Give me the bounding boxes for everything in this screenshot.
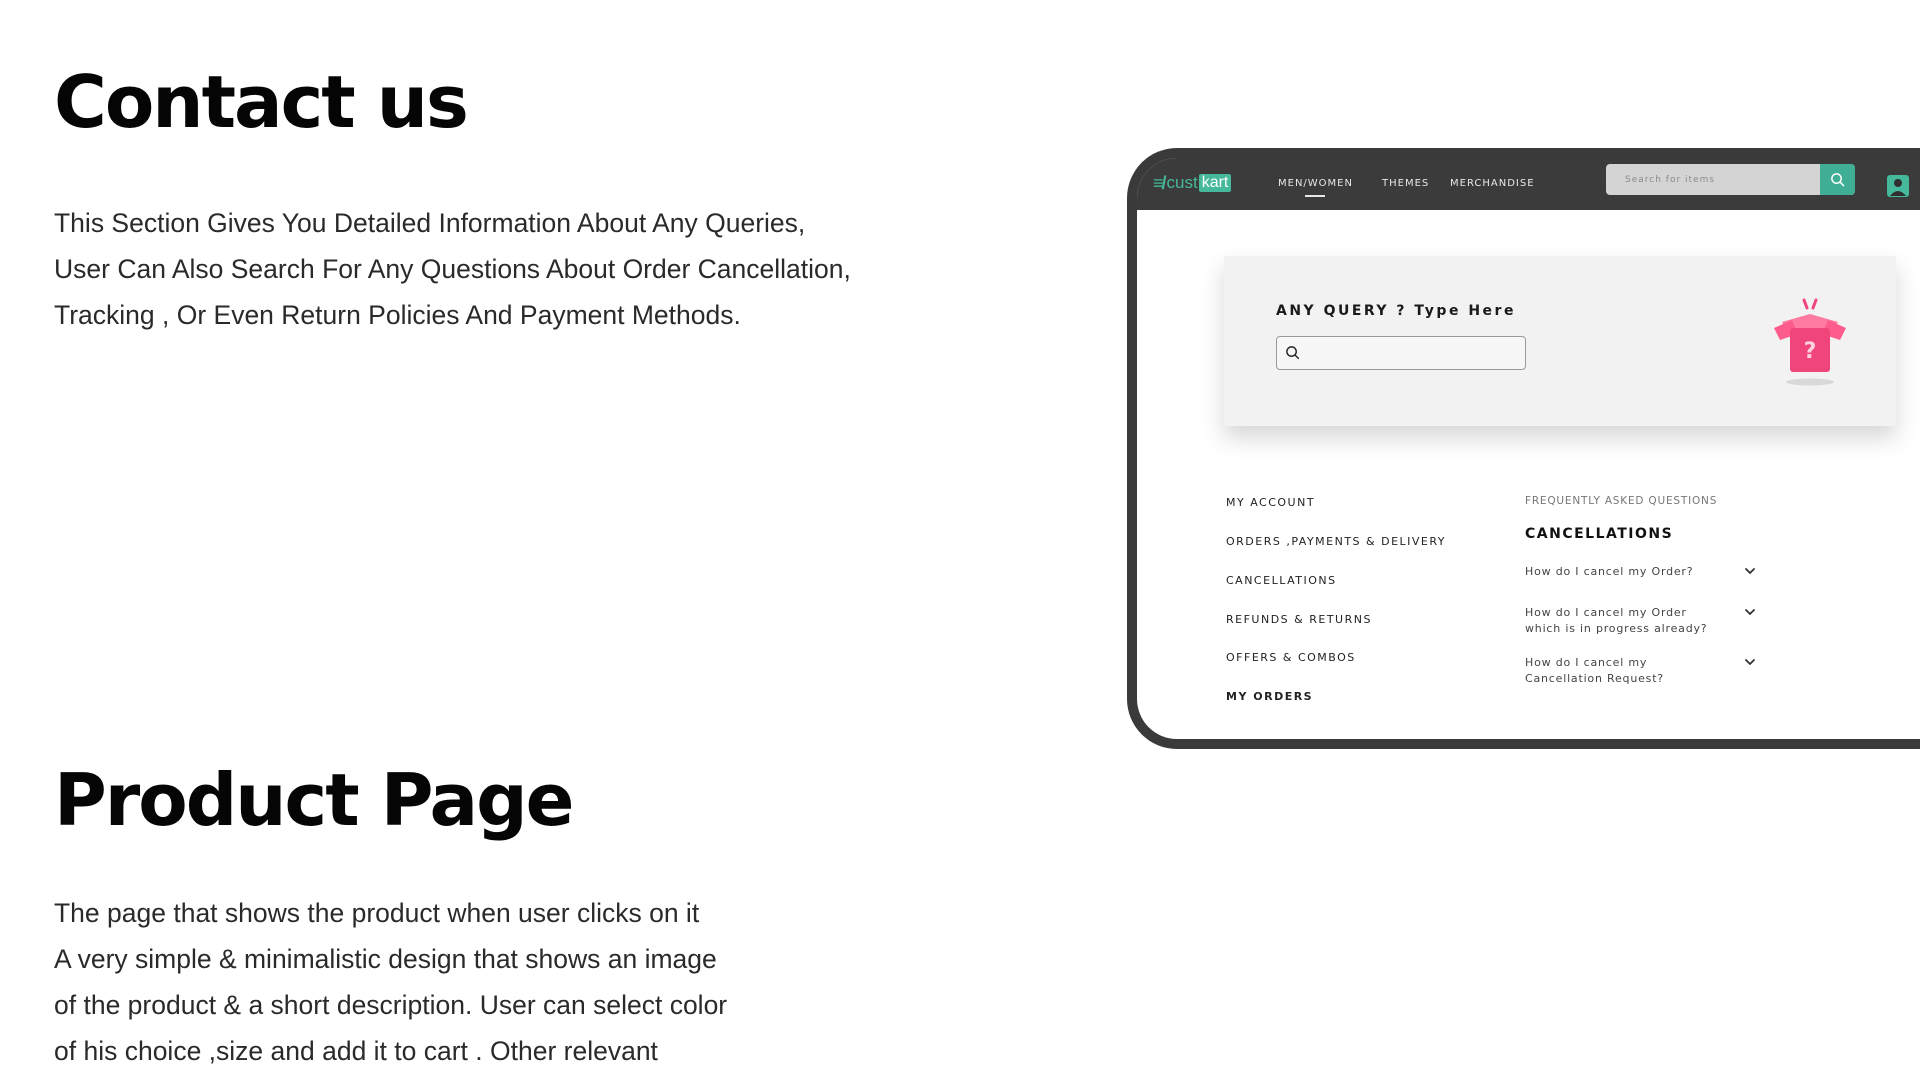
svg-text:?: ? bbox=[1803, 339, 1817, 364]
menu-item-offers-combos[interactable]: OFFERS & COMBOS bbox=[1226, 651, 1356, 664]
faq-question: How do I cancel my Order which is in progress already? bbox=[1525, 606, 1708, 635]
logo-text-kart: kart bbox=[1199, 174, 1232, 192]
logo[interactable] bbox=[1153, 172, 1231, 194]
product-title: Product Page bbox=[54, 758, 573, 842]
faq-heading: FREQUENTLY ASKED QUESTIONS bbox=[1525, 495, 1718, 507]
query-label: ANY QUERY ? Type Here bbox=[1276, 303, 1516, 319]
contact-description-line: Tracking , Or Even Return Policies And Payment Methods. bbox=[54, 300, 741, 330]
contact-description-line: User Can Also Search For Any Questions About Order Cancellation, bbox=[54, 254, 851, 284]
menu-item-orders-payments-delivery[interactable]: ORDERS ,PAYMENTS & DELIVERY bbox=[1226, 535, 1447, 548]
faq-item[interactable] bbox=[1525, 655, 1757, 687]
menu-item-my-orders[interactable]: MY ORDERS bbox=[1226, 690, 1314, 703]
user-icon[interactable] bbox=[1887, 175, 1909, 197]
device-screen bbox=[1137, 158, 1920, 739]
contact-description-line: This Section Gives You Detailed Information About Any Queries, bbox=[54, 208, 806, 238]
faq-item[interactable] bbox=[1525, 564, 1757, 580]
search-input[interactable] bbox=[1606, 164, 1820, 195]
search-button[interactable] bbox=[1820, 164, 1855, 195]
cart-logo-icon: ≡/ bbox=[1153, 172, 1165, 193]
logo-text-cust: cust bbox=[1166, 173, 1198, 192]
chevron-down-icon bbox=[1743, 655, 1757, 669]
chevron-down-icon bbox=[1743, 564, 1757, 578]
device-mockup bbox=[1127, 148, 1920, 749]
chevron-down-icon bbox=[1743, 605, 1757, 619]
contact-title: Contact us bbox=[54, 60, 467, 144]
nav-item-men-women[interactable]: MEN/WOMEN bbox=[1278, 178, 1353, 189]
query-card bbox=[1224, 256, 1896, 426]
nav-item-themes[interactable]: THEMES bbox=[1382, 178, 1430, 189]
product-description-line: of his choice ,size and add it to cart . Other relevant bbox=[54, 1036, 658, 1066]
search-icon bbox=[1285, 345, 1300, 360]
contact-description bbox=[54, 200, 851, 338]
menu-item-refunds-returns[interactable]: REFUNDS & RETURNS bbox=[1226, 613, 1372, 626]
product-description bbox=[54, 890, 727, 1074]
faq-question: How do I cancel my Cancellation Request? bbox=[1525, 656, 1664, 685]
menu-item-my-account[interactable]: MY ACCOUNT bbox=[1226, 496, 1316, 509]
faq-question: How do I cancel my Order? bbox=[1525, 565, 1694, 578]
product-description-line: of the product & a short description. User can select color bbox=[54, 990, 728, 1020]
faq-section-title: CANCELLATIONS bbox=[1525, 526, 1674, 542]
query-search-input[interactable] bbox=[1276, 336, 1526, 370]
nav-item-merchandise[interactable]: MERCHANDISE bbox=[1450, 178, 1535, 189]
search-icon bbox=[1830, 172, 1845, 187]
product-description-line: A very simple & minimalistic design that shows an image bbox=[54, 944, 717, 974]
question-box-icon bbox=[1770, 296, 1850, 388]
navbar bbox=[1137, 158, 1920, 210]
search-bar bbox=[1606, 164, 1855, 195]
product-description-line: The page that shows the product when user clicks on it bbox=[54, 898, 700, 928]
faq-item[interactable] bbox=[1525, 605, 1757, 637]
menu-item-cancellations[interactable]: CANCELLATIONS bbox=[1226, 574, 1337, 587]
